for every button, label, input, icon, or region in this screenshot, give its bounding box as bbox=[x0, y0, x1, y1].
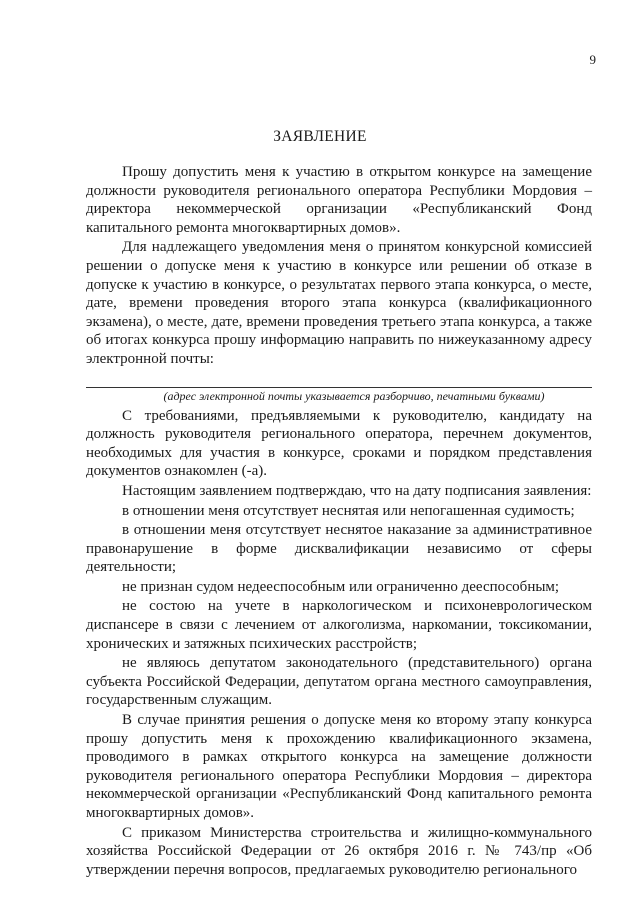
paragraph-confirm: Настоящим заявлением подтверждаю, что на дату подписания заявления: bbox=[122, 482, 592, 499]
paragraph-capacity: не признан судом недееспособным или ограниченно дееспособным; bbox=[122, 578, 560, 595]
paragraph-no-conviction: в отношении меня отсутствует неснятая или непогашенная судимость; bbox=[122, 502, 575, 519]
email-field-line bbox=[86, 387, 592, 388]
email-field-caption: (адрес электронной почты указывается разборчиво, печатными буквами) bbox=[163, 388, 545, 403]
paragraph-order: С приказом Министерства строительства и жилищно-коммунального хозяйства Российской Федерации от 26 октября 2016 г. № 743/пр «Об утверждении перечня вопросов, предлагаемых руководителю регионального bbox=[86, 824, 592, 878]
paragraph-requirements: С требованиями, предъявляемыми к руководителю, кандидату на должность руководителя регионального оператора, перечнем документов, необходимых для участия в конкурсе, сроками и порядком представления документов ознакомлен (-а). bbox=[86, 407, 592, 480]
document-body bbox=[86, 163, 592, 879]
document-title: ЗАЯВЛЕНИЕ bbox=[273, 128, 367, 145]
paragraph-second-stage: В случае принятия решения о допуске меня ко второму этапу конкурса прошу допустить меня к прохождению квалификационного экзамена, проводимого в рамках открытого конкурса на замещение должности руководителя регионального оператора Республики Мордовия – директора некоммерческой организации «Республиканский Фонд капитального ремонта многоквартирных домов». bbox=[86, 712, 592, 821]
paragraph-medical: не состою на учете в наркологическом и психоневрологическом диспансере в связи с лечением от алкоголизма, наркомании, токсикомании, хронических и затяжных психических расстройств; bbox=[86, 598, 592, 652]
paragraph-request: Прошу допустить меня к участию в открытом конкурсе на замещение должности руководителя регионального оператора Республики Мордовия – директора некоммерческой организации «Республиканский Фонд капитального ремонта многоквартирных домов». bbox=[86, 164, 592, 236]
paragraph-not-deputy: не являюсь депутатом законодательного (представительного) органа субъекта Российской Федерации, депутатом органа местного самоуправления, государственным служащим. bbox=[86, 655, 592, 709]
page-number: 9 bbox=[589, 52, 596, 67]
paragraph-no-disqualification: в отношении меня отсутствует неснятое наказание за административное правонарушение в форме дисквалификации независимо от сферы деятельности; bbox=[86, 522, 592, 576]
paragraph-notification: Для надлежащего уведомления меня о принятом конкурсной комиссией решении о допуске меня к участию в конкурсе или решении об отказе в допуске к участию в конкурсе, о результатах первого этапа конкурса, о месте, дате, времени проведения второго этапа конкурса (квалификационного экзамена), о месте, дате, времени проведения третьего этапа конкурса, а также об итогах конкурса прошу информацию направить по нижеуказанному адресу электронной почты: bbox=[86, 239, 592, 367]
